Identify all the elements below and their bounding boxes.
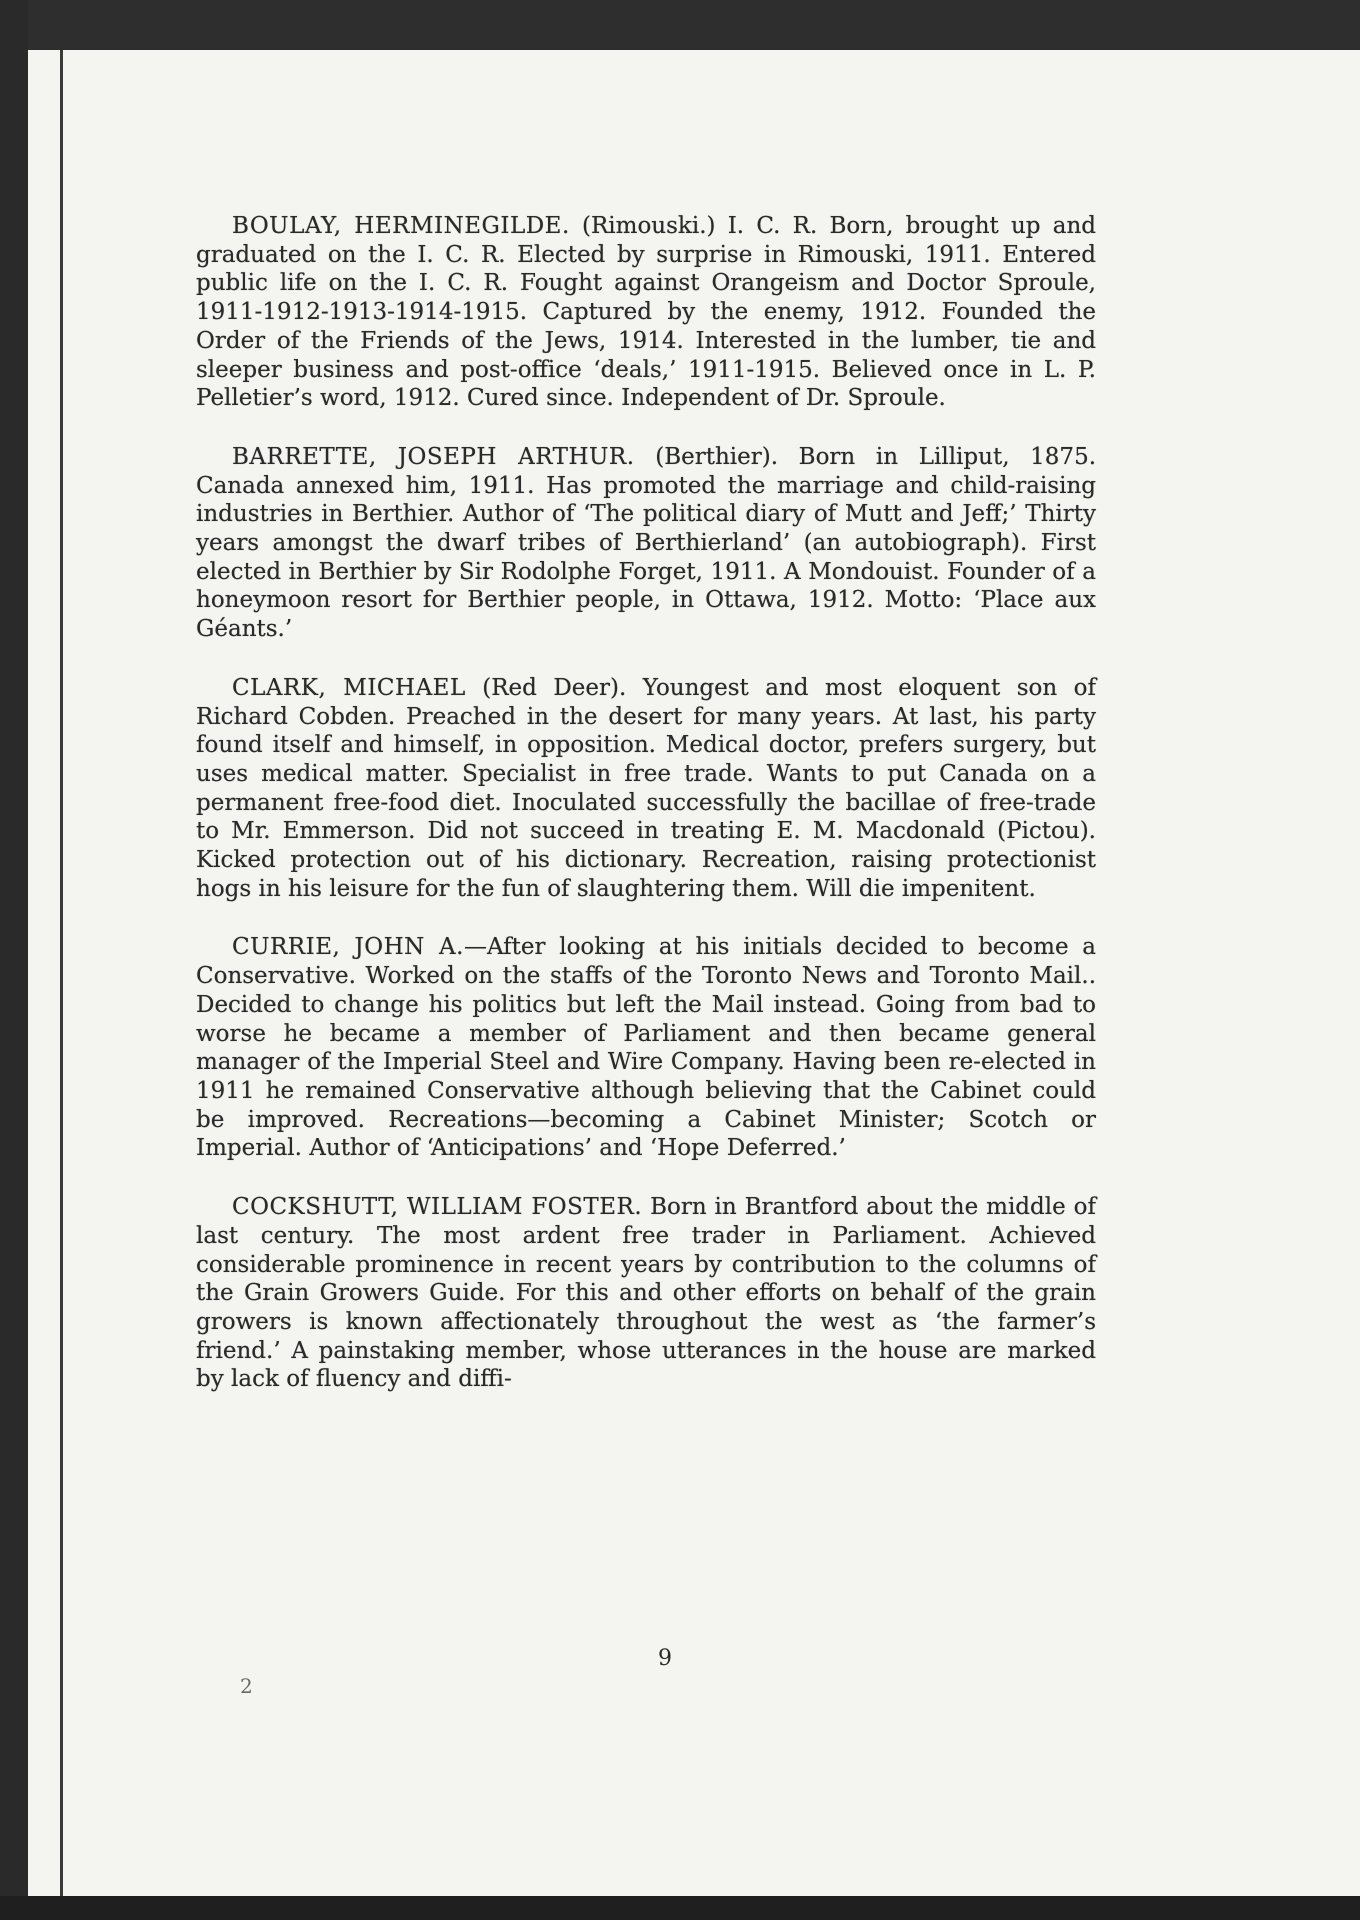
entry-name: BOULAY, HERMINEGILDE. <box>232 213 570 239</box>
page-number: 9 <box>658 1646 672 1671</box>
entry-name: CLARK, MICHAEL <box>232 674 466 701</box>
scan-top-border <box>0 0 1360 50</box>
entry-name: CURRIE, JOHN A. <box>232 934 464 961</box>
page-body <box>196 212 1096 1394</box>
book-page <box>28 50 1360 1896</box>
entry-boulay <box>196 212 1096 413</box>
entry-text: (Rimouski.) I. C. R. Born, brought up and graduated on the I. C. R. Elected by surprise in Rimouski, 1911. Entered public life on the I. C. R. Fought against Orangeism and Doctor Sproule, 1911-1912-1913-1914-1915. Captured by the enemy, 1912. Founded the Order of the Friends of the Jews, 1914. Interested in the lumber, tie and sleeper business and post-office ‘deals,’ 1911-1915. Believed once in L. P. Pelletier’s word, 1912. Cured since. Independent of Dr. Sproule. <box>196 213 1096 412</box>
entry-clark <box>196 674 1096 904</box>
entry-currie <box>196 933 1096 1163</box>
entry-text: —After looking at his initials decided to become a Conservative. Worked on the staffs of the Toronto News and Toronto Mail.. Decided to change his politics but left the Mail instead. Going from bad to worse he became a member of Parliament and then became general manager of the Imperial Steel and Wire Company. Having been re-elected in 1911 he remained Conservative although believing that the Cabinet could be improved. Recreations—becoming a Cabinet Minister; Scotch or Imperial. Author of ‘Anticipations’ and ‘Hope Deferred.’ <box>196 934 1096 1162</box>
entry-text: (Red Deer). Youngest and most eloquent son of Richard Cobden. Preached in the desert for many years. At last, his party found itself and himself, in opposition. Medical doctor, prefers surgery, but uses medical matter. Specialist in free trade. Wants to put Canada on a permanent free-food diet. Inoculated successfully the bacillae of free-trade to Mr. Emmerson. Did not succeed in treating E. M. Macdonald (Pictou). Kicked protection out of his dictionary. Recreation, raising protectionist hogs in his leisure for the fun of slaughtering them. Will die impenitent. <box>196 674 1096 902</box>
entry-text: (Berthier). Born in Lilliput, 1875. Canada annexed him, 1911. Has promoted the marriage and child-raising industries in Berthier. Author of ‘The political diary of Mutt and Jeff;’ Thirty years amongst the dwarf tribes of Berthierland’ (an autobiograph). First elected in Berthier by Sir Rodolphe Forget, 1911. A Mondouist. Founder of a honeymoon resort for Berthier people, in Ottawa, 1912. Motto: ‘Place aux Géants.’ <box>196 443 1097 643</box>
signature-mark: 2 <box>240 1674 253 1698</box>
scan-left-border <box>0 0 28 1920</box>
entry-name: BARRETTE, JOSEPH ARTHUR. <box>232 443 635 470</box>
entry-name: COCKSHUTT, WILLIAM FOSTER. <box>232 1194 643 1221</box>
page-binding-edge <box>60 50 63 1896</box>
entry-barrette <box>196 443 1096 644</box>
entry-text: Born in Brantford about the middle of last century. The most ardent free trader in Parliament. Achieved considerable prominence in recent years by contribution to the columns of the Grain Growers Guide. For this and other efforts on behalf of the grain growers is known affectionately throughout the west as ‘the farmer’s friend.’ A painstaking member, whose utterances in the house are marked by lack of fluency and diffi- <box>196 1194 1096 1393</box>
entry-cockshutt <box>196 1193 1096 1394</box>
scan-bottom-border <box>0 1896 1360 1920</box>
